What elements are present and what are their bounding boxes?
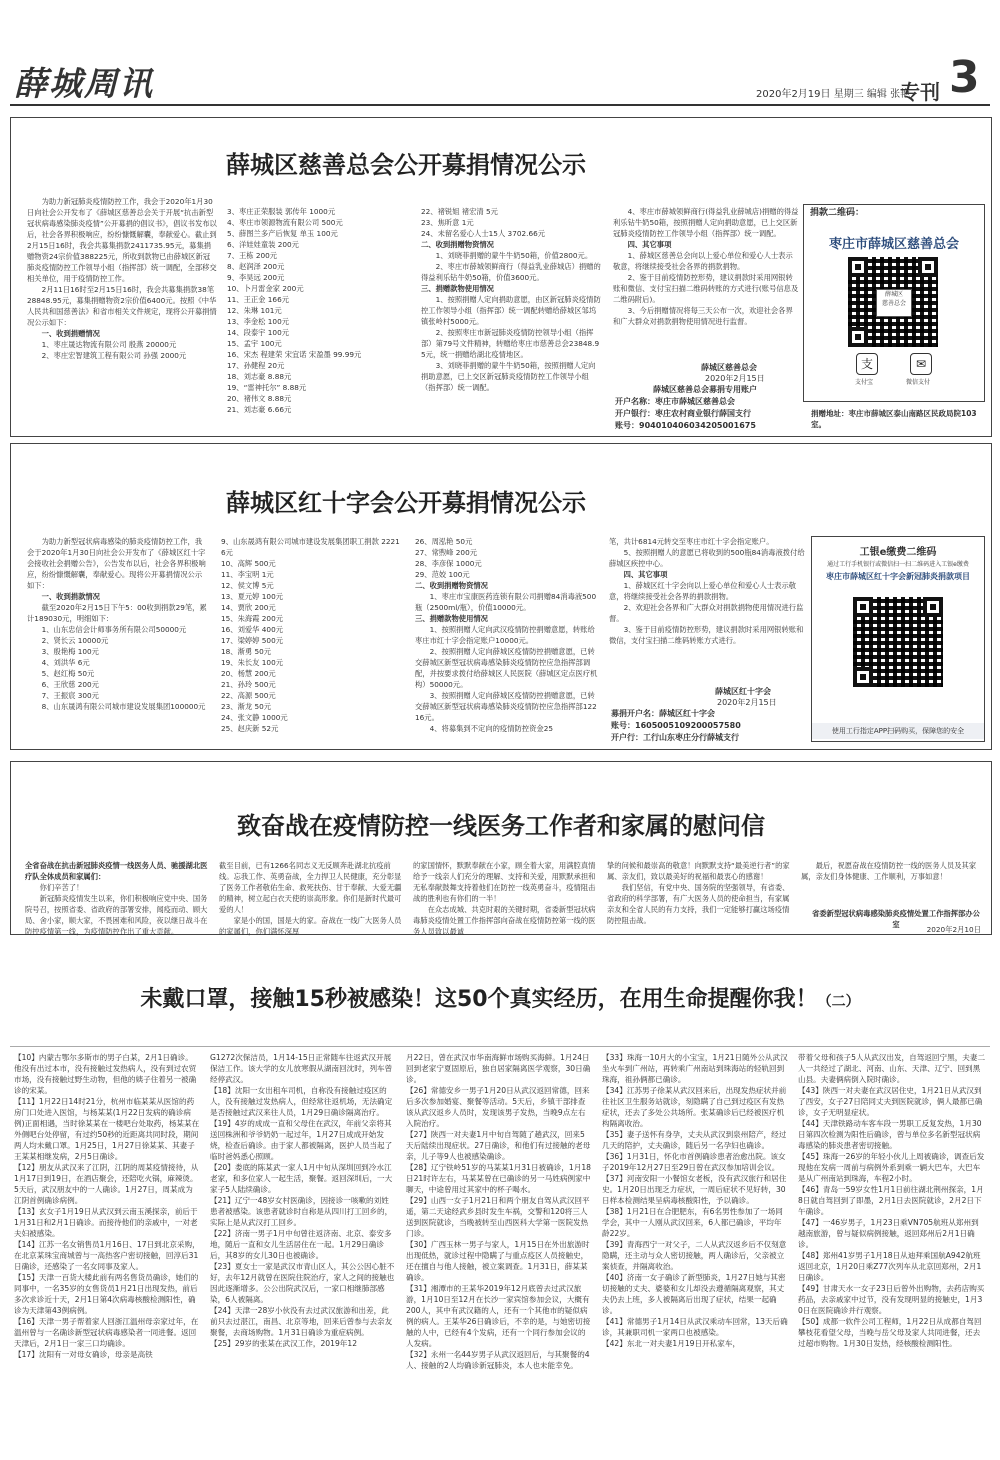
- list-item: 3、殷艳梅 100元: [41, 647, 99, 656]
- list-item: 4、将募集到不定向的疫情防控资金25: [429, 724, 553, 733]
- case-item: G1272次保洁员，1月14-15日正常随车往返武汉开展保洁工作。该大学的女儿放寒假从湖南回沈时，列车曾经停武汉。: [210, 1053, 393, 1084]
- redcross-qr-code[interactable]: [853, 597, 943, 687]
- list-item: 2、贤长云 10000元: [41, 636, 109, 645]
- list-item: 11、王正金 166元: [227, 295, 290, 304]
- qr-finder: [848, 327, 868, 347]
- letter-sign-date: 2020年2月10日: [926, 925, 981, 934]
- letter-title: 致奋战在疫情防控一线医务工作者和家属的慰问信: [237, 812, 765, 840]
- list-item: 1、山东忠信会计师事务所有限公司50000元: [41, 625, 187, 634]
- list-item: 20、褚伟文 8.88元: [227, 394, 292, 403]
- newspaper-name: 薛城周讯: [14, 64, 154, 103]
- pay-label: 支付宝: [855, 379, 874, 386]
- list-item: 16、宋杰 程建荣 宋宜诺 宋盈墨 99.99元: [227, 350, 362, 359]
- list-item: 18、渐勇 50元: [221, 647, 272, 656]
- case-item: 【21】辽宁一48岁女村医确诊，因接诊一咳嗽的刘姓患者被感染。该患者就诊时自称是从四川打工回乡的，实际上是从武汉打工回乡。: [210, 1196, 393, 1227]
- list-item: 4、枣庄市薛城领鲜商行(得益乳业薛城店)捐赠的得益利乐钻牛奶50箱，按照捐赠人定向捐助意愿，已上交区新冠肺炎疫情防控工作领导小组（指挥部）统一调配。: [613, 207, 799, 238]
- paragraph: 在众志成城、共克时艰的关键时期，省委新型冠状病毒肺炎疫情处置工作指挥部向奋战在疫情防控第一线的医务人员致以最诚: [413, 905, 596, 936]
- list-item: 23、渐龙 50元: [221, 702, 272, 711]
- list-item: 29、范姣 100元: [415, 570, 470, 579]
- subheading: 四、其它事项: [627, 240, 672, 249]
- subheading: 一、收到捐款情况: [41, 592, 100, 601]
- list-item: 7、王栋 200元: [227, 251, 278, 260]
- redcross-notice: [10, 443, 992, 750]
- list-item: 5、赵红梅 50元: [41, 669, 95, 678]
- paragraph: 挚的问候和最崇高的敬意！向默默支持“最美逆行者”的家属、亲友们，致以最美好的祝福和最衷心的感谢！: [607, 861, 790, 881]
- charity-account-no: 账号：904010406034205001675: [615, 421, 756, 430]
- cases-col-5: [798, 1052, 986, 1454]
- list-item: 6、洋娃娃童装 200元: [227, 240, 299, 249]
- list-item: 1、薛城区慈善总会向以上爱心单位和爱心人士表示敬意，将继续接受社会各界的捐款捐物。: [613, 251, 793, 271]
- cases-title-suffix: （二）: [817, 994, 860, 1010]
- list-item: 4、枣庄市领源物流有限公司 500元: [227, 218, 343, 227]
- case-item: 【16】天津一男子帮着家人回浙江温州母亲家过年，在温州曾与一名确诊新型冠状病毒感染者一同进餐。返回天津后，2月1日一家三口均确诊。: [14, 1317, 199, 1348]
- redcross-account-name: 募捐开户名：薛城区红十字会: [611, 709, 715, 718]
- paragraph: 2月11日16时至2月15日16时，我会共募集捐款38笔28848.95元，募集捐赠物资2宗价值6400元。按照《中华人民共和国慈善法》和省市相关文件规定，现将公开募捐情况公示如下：: [27, 285, 217, 327]
- page-number: 3: [949, 52, 980, 103]
- qr-finder: [918, 257, 938, 277]
- qr-center-text: 慈善总会: [881, 300, 906, 307]
- qr-project-name: 枣庄市薛城区红十字会新冠肺炎捐款项目: [826, 572, 970, 581]
- redcross-qr-card: [811, 536, 985, 742]
- list-item: 8、山东晟鸿有限公司城市建设发展集团100000元: [41, 702, 206, 711]
- list-item: 2、欢迎社会各界和广大群众对捐款捐物使用情况进行监督。: [609, 603, 804, 623]
- issue-info: 2020年2月19日 星期三 编辑 张艳: [756, 89, 911, 100]
- list-item: 14、贾欣 200元: [221, 603, 276, 612]
- pay-label: 微信支付: [906, 379, 931, 386]
- subheading: 一、收到捐赠情况: [41, 329, 100, 338]
- list-item: 17、梁婷婷 500元: [221, 636, 284, 645]
- list-item: 5、按照捐赠人的意愿已将收到的500瓶84消毒液拨付给薛城区疾控中心。: [609, 548, 805, 568]
- qr-finder: [848, 257, 868, 277]
- case-item: 【39】青海西宁一对父子，二人从武汉返乡后不仅刻意隐瞒，还主动与众人密切接触，两人确诊后，父亲被立案侦查，并隔离收治。: [602, 1240, 787, 1271]
- list-item: 1、枣庄晟达物流有限公司 殷燕 20000元: [41, 340, 177, 349]
- subheading: 三、捐赠款物使用情况: [415, 614, 488, 623]
- list-item: 21、刘志豪 6.66元: [227, 405, 292, 414]
- list-item: 1、薛城区红十字会向以上爱心单位和爱心人士表示敬意，将继续接受社会各界的捐款捐物。: [609, 581, 797, 601]
- case-item: 【11】1月22日14时21分，杭州市临某某从医馆的药房门口处进入医馆，与杨某某(1月22日发病的确诊病例)正面相遇，当时徐某某在一楼吧台处取药，杨某某在外侧吧台处停留，有过约50秒的近距离共同时段，期间两人均未戴口罩。1月25日，1月27日徐某某、其妻子王某某相继发病，2月5日确诊。: [14, 1097, 200, 1161]
- qr-finder: [853, 667, 873, 687]
- list-item: 15、朱海霞 200元: [221, 614, 284, 623]
- list-item: 22、高源 500元: [221, 691, 276, 700]
- case-item: 【10】内蒙古鄂尔多斯市的男子白某，2月1日确诊。他没有出过本市，没有接触过发热病人，没有到过农贸市场，没有接触过野生动物，但他的姨子住着另一被确诊的宋某。: [14, 1053, 197, 1095]
- qr-title: 工银e缴费二维码: [859, 547, 937, 558]
- case-item: 【36】1月31日，怀化市首例确诊患者治愈出院。该女子2019年12月27日至29日曾在武汉参加培训会议。: [602, 1152, 786, 1172]
- paragraph: 你们辛苦了！: [39, 883, 84, 892]
- list-item: 2、鉴于目前疫情防控形势，建议捐款时采用网银转账和微信、支付宝扫描二维码转账的方式进行(账号信息及二维码附后)。: [613, 273, 799, 304]
- qr-center-logo: [876, 289, 912, 317]
- list-item: 2、枣庄市薛城领鲜商行（得益乳业薛城店）捐赠的得益利乐钻牛奶50箱，价值3600元。: [421, 262, 601, 282]
- letter-col-1: [25, 860, 211, 936]
- charity-sign-date: 2020年2月15日: [705, 374, 765, 383]
- qr-note: 使用工行指定APP扫码购买，保障您的安全: [812, 723, 984, 739]
- paragraph: 为助力新型冠状病毒感染的肺炎疫情防控工作，我会于2020年1月30日向社会公开发布了《薛城区红十字会接收社会捐赠公告》，公告发布以后，社会各界积极响应，纷纷慷慨解囊，奉献爱心。现将公开募捐情况公示如下：: [27, 537, 206, 590]
- cases-col-4: [602, 1052, 788, 1454]
- case-item: 【26】常德安乡一男子1月20日从武汉返回常德，回来后多次参加婚宴、聚餐等活动。5天后，乡镇干部排查该从武汉返乡人员时，发现该男子发热，当晚9点左右入院治疗。: [406, 1086, 590, 1128]
- scan-label: 捐款二维码：: [810, 208, 865, 218]
- list-item: 8、赵润泽 200元: [227, 262, 285, 271]
- list-item: 23、焦昕意 1元: [421, 218, 474, 227]
- charity-col-3: [421, 206, 601, 428]
- list-item: 3、按照捐赠人定向薛城区疫情防控捐赠意愿，已转交薛城区新型冠状病毒感染肺炎疫情防控应急指挥部12216元。: [415, 691, 597, 722]
- redcross-col-2: [221, 536, 401, 741]
- paragraph: 截至目前，已有1266名同志义无反顾奔赴湖北抗疫前线。忘我工作、英勇奋战，全力捍卫人民健康，充分彰显了医务工作者敬佑生命、救死扶伤、甘于奉献、大爱无疆的精神，树立起白衣天使的崇高形象。你们是新时代最可爱的人！: [219, 861, 402, 914]
- list-item: 25、赵庆新 52元: [221, 724, 279, 733]
- paragraph: 家是小的国，国是大的家。奋战在一线广大医务人员的家属们，你们满怀深厚: [219, 916, 402, 936]
- cases-rule: [10, 1046, 990, 1047]
- list-item: 3、刘晓菲捐赠的蒙牛牛奶50箱，按照捐赠人定向捐助意愿，已上交区新冠肺炎疫情防控工作领导小组（指挥部）统一调配。: [421, 361, 596, 392]
- charity-col-2: [227, 206, 407, 428]
- list-item: 1、刘晓菲捐赠的蒙牛牛奶50箱，价值2800元。: [435, 251, 593, 260]
- charity-title: 薛城区慈善总会公开募捐情况公示: [226, 151, 586, 179]
- case-item: 【15】天津一百货大楼此前有两名售货员确诊，她们的同事中，一名35岁的女售货员1月21日出现发热，前后多次求诊近十天，2月1日第4次病毒核酸检测阳性，确诊为天津第43例病例。: [14, 1273, 199, 1315]
- paragraph: 为助力新冠肺炎疫情防控工作，我会于2020年1月30日向社会公开发布了《薛城区慈善总会关于开展“抗击新型冠状病毒感染肺炎疫情”公开募捐的倡议书》，倡议书发布以后，社会各界积极响应，纷纷慷慨解囊，奉献爱心。截止到2月15日16时，我会共募集捐款2411735.95元，募集捐赠物资24宗价值388225元，所收到款物已由薛城区新冠肺炎疫情防控工作领导小组（指挥部）统一调配，全部移交相关单位，用于疫情防控工作。: [27, 197, 217, 283]
- condolence-letter: [10, 761, 992, 935]
- charity-qr-code[interactable]: [848, 257, 938, 347]
- case-item: 【25】29岁的张某在武汉工作，2019年12: [210, 1339, 358, 1348]
- charity-signature: 薛城区慈善总会: [701, 363, 757, 372]
- case-item: 【33】珠海一10月大的小宝宝，1月21日随外公从武汉坐火车到广州站，再转乘广州南站到珠海站的轻轨回到珠海，祖孙俩都已确诊。: [602, 1053, 788, 1084]
- list-item: 22、褚锐姐 褚宏清 5元: [421, 207, 498, 216]
- list-item: 3、枣庄正荣服装 郭传年 1000元: [227, 207, 336, 216]
- cases-col-1: [14, 1052, 200, 1454]
- list-item: 15、孟宇 100元: [227, 339, 282, 348]
- list-item: 26、周泓艳 50元: [415, 537, 473, 546]
- list-item: 10、卜月雷金家 200元: [227, 284, 304, 293]
- list-item: 2、按照捐赠人定向薛城区疫情防控捐赠意愿，已转交薛城区新型冠状病毒感染肺炎疫情防控应急指挥部调配，并按要求拨付给薛城区人民医院（薛城区定点医疗机构）50000元。: [415, 647, 598, 689]
- qr-center-text: 薛城区: [884, 291, 903, 298]
- paragraph: 新冠肺炎疫情发生以来，你们积极响应党中央、国务院号召，按照省委、省政府的部署安排，闻疫而动、顾大局、舍小家，顺大家，不畏困难和风险，夜以继日战斗在防控疫情第一线，为疫情防控作出了重大贡献。: [25, 894, 208, 936]
- list-item: 3、鉴于目前疫情防控形势，建议捐款时采用网银转账和微信，支付宝扫描二维码转账方式进行。: [609, 625, 804, 645]
- list-item: 9、李昊远 200元: [227, 273, 285, 282]
- case-item: 带着父母和孩子5人从武汉出发，自驾返回宁黑，夫妻二人一共经过了湖北、河南、山东、天津、辽宁、回到黑山县。夫妻俩病倒入院时确诊。: [798, 1053, 986, 1084]
- case-item: 【23】夏女士一家是武汉市青山区人，其公公因心脏不好，去年12月就曾在医院住院治疗，家人之间的接触也因此逐渐增多。公公出院武汉后，一家口相继肺部感染，6人被隔离。: [210, 1262, 395, 1304]
- list-item: 14、段泰宇 100元: [227, 328, 290, 337]
- qr-finder: [923, 597, 943, 617]
- case-item: 【44】天津铁路动车客车段一男职工反复发热，1月30日第四次检测为阳性后确诊，曾与单位多名新型冠状病毒感染的肺炎患者密切接触。: [798, 1119, 982, 1150]
- list-item: 18、刘志豪 8.88元: [227, 372, 292, 381]
- case-item: 【22】济南一男子1月中旬曾往返济南、北京、泰安多地，随后一直和女儿生活居住在一起。1月29日确诊后，其8岁的女儿30日也被确诊。: [210, 1229, 392, 1260]
- list-item: 27、常煦峰 200元: [415, 548, 478, 557]
- list-item: 2、枣庄宏智建筑工程有限公司 孙强 2000元: [41, 351, 187, 360]
- charity-notice: [10, 117, 992, 437]
- list-item: 1、枣庄市宝康医药连锁有限公司捐赠84消毒液500瓶（2500ml/瓶），价值10000元。: [415, 592, 597, 612]
- case-item: 【38】1月21日在合肥肥东，有6名男性参加了一场同学会，其中一人刚从武汉回来，6人都已确诊，平均年龄22岁。: [602, 1207, 783, 1238]
- case-item: 【45】珠海一26岁的年轻小伙儿上周被确诊，调查后发现他在发病一周前与病例外系到乘一辆大巴车，大巴车是从广州南站到珠海，车程2小时。: [798, 1152, 985, 1183]
- case-item: 【14】江苏一名女销售员1月16日、17日到北京采购，在北京某珠宝商城曾与一高热客户密切接触，回淳后31日确诊，还感染了一名女同事及家人。: [14, 1240, 200, 1271]
- letter-col-2: [219, 860, 405, 936]
- alipay-icon: 支: [856, 353, 878, 375]
- list-item: 28、李彦保 1000元: [415, 559, 482, 568]
- case-item: 【32】永州一名44岁男子从武汉返回后，与其聚餐的4人、接触的2人均确诊新冠肺炎，本人也未能幸免。: [406, 1350, 590, 1370]
- redcross-account-no: 账号：1605005109200057580: [611, 721, 741, 730]
- charity-qr-card: [803, 204, 985, 402]
- list-item: 19、“雷神托尔” 8.88元: [227, 383, 307, 392]
- case-item: 【41】常德男子1月14日从武汉乘动车回常，13天后确诊，其兼职司机一家两口也被感染。: [602, 1317, 788, 1337]
- list-item: 16、刘爱华 400元: [221, 625, 284, 634]
- case-item: 【50】成都一软件公司工程师，1月22日从成都自驾回攀枝花看望父母，当晚与岳父母及家人共同进餐，还去过超市购物。1月30日发热，经核酸检测阳性。: [798, 1317, 982, 1348]
- charity-account-name: 开户名称：枣庄市薛城区慈善总会: [615, 397, 735, 406]
- case-item: 【28】辽宁铁岭51岁的马某某1月31日被确诊，1月18日21时许左右，马某某曾在已确诊的另一马姓病例家中聊天，中途曾用过其家中的杯子喝水。: [406, 1163, 591, 1194]
- charity-account-heading: 薛城区慈善总会募捐专用账户: [653, 385, 757, 394]
- case-item: 【34】江苏男子徐某从武汉回来后，出现发热症状并前往社区卫生服务站就诊，刻隐瞒了自己到过疫区有发热症状，还去了多处公共场所。张某确诊后已经被医疗机构隔离收治。: [602, 1086, 787, 1128]
- case-item: 【43】陕西一对夫妻在武汉居住史，1月21日从武汉到了西安，女子27日陪同丈夫到医院就诊，俩人最都已确诊，女子无明显症状。: [798, 1086, 983, 1117]
- case-item: 【37】河南安阳一小餐馆女老板，没有武汉旅行和居住史。1月20日出现乏力症状，一周后症状不见好转，30日样本检测结果呈病毒核酸阳性，予以确诊。: [602, 1174, 787, 1205]
- paragraph: 截至2020年2月15日下午5：00收到捐款29笔，累计189030元，明细如下：: [27, 603, 207, 623]
- case-item: 【40】济南一女子确诊了新型肺炎，1月27日她与其密切接触的丈夫、婆婆和女儿却没去遵循隔离观察，其丈夫仍去上班，多人被隔离后出现了症状，结果一起确诊。: [602, 1273, 786, 1315]
- list-item: 1、按照捐赠人定向捐助意愿，由区新冠肺炎疫情防控工作领导小组（指挥部）统一调配转赠给薛城区邹坞镇张岭村5000元。: [421, 295, 601, 326]
- case-item: 【48】郑州41岁男子1月18日从迪拜乘国航A942航班返回北京，1月20日乘Z77次列车从北京回郑州，2月1日确诊。: [798, 1251, 982, 1282]
- list-item: 11、李宝明 1元: [221, 570, 274, 579]
- wechat-pay-icon: ✉: [910, 353, 932, 375]
- cases-col-2: [210, 1052, 396, 1454]
- redcross-col-4: [609, 536, 805, 686]
- list-item: 笔，共计6814元转交至枣庄市红十字会指定账户。: [609, 537, 774, 546]
- qr-org-name: 枣庄市薛城区慈善总会: [828, 237, 959, 252]
- list-item: 7、王振宸 300元: [41, 691, 99, 700]
- cases-col-3: [406, 1052, 592, 1454]
- case-item: 【12】朋友从武汉来了江阴，江阴的周某疫情接待，从1月17日到19日，在酒店聚会，还陪吃火锅，麻辣烫。5天后，武汉朋友中的一人确诊。1月27日，周某成为江阴首例确诊病例。: [14, 1163, 199, 1205]
- masthead-rule: [10, 104, 990, 106]
- case-item: 【20】娄底的陈某武一家人1月中旬从深圳回到冷水江老家，和多位家人一起生活，聚餐。返回深圳后，一大家子5人陆续确诊。: [210, 1163, 393, 1194]
- list-item: 12、侯文博 5元: [221, 581, 274, 590]
- list-item: 2、按照枣庄市新冠肺炎疫情防控领导小组（指挥部）第79号文件精神，转赠给枣庄市慈善总会23848.95元，统一捐赠给湖北疫情地区。: [421, 328, 600, 359]
- case-item: 【17】沈阳有一对母女确诊，母亲是高铁: [14, 1350, 153, 1359]
- list-item: 13、李金松 100元: [227, 317, 290, 326]
- case-item: 月22日，曾在武汉市华南海鲜市场购买海鲜。1月24日回到老家宁夏固原后，独自居家隔离医学观察，30日确诊。: [406, 1053, 591, 1084]
- case-item: 【24】天津一28岁小伙没有去过武汉旅游和出差，此前只去过湛江，南昌、北京等地，回来后曾参与去亲友聚餐，去商场购物。1月31日确诊为重症病例。: [210, 1306, 393, 1337]
- salutation: 全省奋战在抗击新冠肺炎疫情一线医务人员、驰援湖北医疗队全体成员和家属们：: [25, 861, 208, 881]
- list-item: 1、按照捐赠人定向武汉疫情防控捐赠意愿，转账给枣庄市红十字会指定账户10000元。: [415, 625, 595, 645]
- charity-account-bank: 开户银行：枣庄农村商业银行薛国支行: [615, 409, 751, 418]
- paragraph: 最后，祝愿奋战在疫情防控一线的医务人员及其家属，亲友们身体健康、工作顺利，万事如意！: [801, 861, 977, 881]
- subheading: 二、收到捐赠物资情况: [415, 581, 488, 590]
- list-item: 21、孙玲 500元: [221, 680, 276, 689]
- cases-title: 未戴口罩，接触15秒被感染！这50个真实经历，在用生命提醒你我！: [140, 987, 818, 1012]
- subheading: 二、收到捐赠物资情况: [421, 240, 494, 249]
- letter-col-3: [413, 860, 599, 936]
- list-item: 19、朱长友 100元: [221, 658, 284, 667]
- case-item: 【19】4岁的成成一直和父母住在武汉，年前父亲将其送回株洲和爷爷奶奶一起过年，1月27日成成开始发烧，检查后确诊。由于家人都被隔离，医护人员当起了临时爸妈悉心照顾。: [210, 1119, 393, 1161]
- paragraph: 的家国情怀，默默奉献在小家，顾全着大家，用满腔真情给予一线亲人们充分的理解、支持和关爱，用默默承担和无私奉献鼓舞支持着他们在防控一线英勇奋斗，疫情阻击战的胜利也有你们的一半！: [413, 861, 596, 903]
- list-item: 13、夏元婷 100元: [221, 592, 284, 601]
- case-item: 【30】广西玉林一男子与家人，1月15日在外出旅游时出现低热，就诊过程中隐瞒了与重点疫区人员接触史，还在擅自与他人接触，被立案调查。1月31日，薛某某确诊。: [406, 1240, 590, 1282]
- case-item: 【46】青岛一59岁女性1月1日前往湖北荆州探亲，1月8日就自驾回到了即墨，2月1日去医院就诊，2月2日下午确诊。: [798, 1185, 984, 1216]
- list-item: 10、高辉 500元: [221, 559, 276, 568]
- redcross-signature: 薛城区红十字会: [715, 687, 771, 696]
- redcross-account-bank: 开户行：工行山东枣庄分行薛城支行: [611, 733, 739, 742]
- redcross-col-3: [415, 536, 601, 741]
- letter-col-5: [801, 860, 979, 894]
- list-item: 4、刘洪华 6元: [41, 658, 90, 667]
- list-item: 24、张文静 1000元: [221, 713, 288, 722]
- case-item: 【13】玄女子1月19日从武汉到云南玉溪探亲，前后于1月31日和2月1日确诊。而接待他们的亲戚中，一对老夫妇被感染。: [14, 1207, 198, 1238]
- redcross-title: 薛城区红十字会公开募捐情况公示: [226, 489, 586, 517]
- case-item: 【27】陕西一对夫妻1月中旬自驾随了趟武汉，回来5天后陆续出现症状。27日确诊，和他们有过接触的老母亲，儿子等9人也被感染确诊。: [406, 1130, 591, 1161]
- case-item: 【42】东北一对夫妻1月19日开私家车，: [602, 1339, 741, 1348]
- redcross-col-1: [27, 536, 207, 741]
- case-item: 【49】甘肃天水一女子23日后曾外出购物，去药店购买药品，去亲戚家中过节，没有发现明显的接触史，1月30日在医院确诊并行观察。: [798, 1284, 985, 1315]
- subheading: 三、捐赠款物使用情况: [421, 284, 494, 293]
- charity-col-4: [613, 206, 799, 371]
- list-item: 17、孙健程 20元: [227, 361, 285, 370]
- case-item: 【29】山西一女子1月21日和两个朋友自驾从武汉回平遥，第二天途经武乡县时发生车祸，交警和120将三人送到医院就诊，当晚被转至山西医科大学第一医院发热门诊。: [406, 1196, 590, 1238]
- section-label: 专刊: [900, 80, 940, 104]
- case-item: 【18】沈阳一女出租车司机，自称没有接触过疫区的人，没有接触过发热病人，但经常往返机场，无法确定是否接触过武汉来往人员，1月29日确诊隔离治疗。: [210, 1086, 393, 1117]
- redcross-sign-date: 2020年2月15日: [717, 698, 777, 707]
- cases-headline: [10, 982, 990, 1013]
- case-item: 【47】一46岁男子，1月23日乘VN705航班从郑州到越南旅游，曾与疑似病例接触，返回郑州后2月1日确诊。: [798, 1218, 979, 1249]
- list-item: 12、朱琳 101元: [227, 306, 282, 315]
- charity-col-1: [27, 196, 217, 428]
- case-item: 【31】湘潭市的王某华2019年12月底曾去过武汉旅游，1月10日至12月在长沙一家宾馆参加会议，大概有200人，其中有武汉籍的人，还有一个其他市的疑似病例的病人。王某华26日确诊后，不幸的是，与她密切接触的人中，已经有4个发病，还有一个同行参加会议的人发病。: [406, 1284, 591, 1348]
- qr-finder: [853, 597, 873, 617]
- letter-signature: 省委新型冠状病毒感染肺炎疫情处置工作指挥部办公室: [812, 909, 980, 929]
- paragraph: 我们坚信，有党中央、国务院的坚强领导，有省委、省政府的科学部署，有广大医务人员的使命担当，有家属亲友和全省人民的有力支持，我们一定能够打赢这场疫情防控阻击战。: [607, 883, 790, 925]
- case-item: 【35】妻子送怀有身孕，丈夫从武汉到泉州陪产，经过几天的陪护，丈夫确诊，随后另一名孕妇也确诊。: [602, 1130, 787, 1150]
- list-item: 24、未留名爱心人士15人 3702.66元: [421, 229, 546, 238]
- subheading: 四、其它事项: [623, 570, 668, 579]
- letter-col-4: [607, 860, 793, 930]
- list-item: 9、山东晟鸿有限公司城市建设发展集团职工捐款 22216元: [221, 537, 400, 557]
- charity-address: 捐赠地址：枣庄市薛城区泰山南路区民政局院103室。: [811, 409, 977, 429]
- list-item: 6、王欣慈 200元: [41, 680, 99, 689]
- list-item: 5、薛图兰多产后恢复 单玉 100元: [227, 229, 338, 238]
- qr-subtitle: 通过工行手机银行或微信扫一扫二维码进入工银e缴费: [827, 561, 969, 568]
- list-item: 3、今后捐赠情况将每三天公布一次，欢迎社会各界和广大群众对捐款捐物使用情况进行监督。: [613, 306, 793, 326]
- list-item: 20、杨慧 200元: [221, 669, 276, 678]
